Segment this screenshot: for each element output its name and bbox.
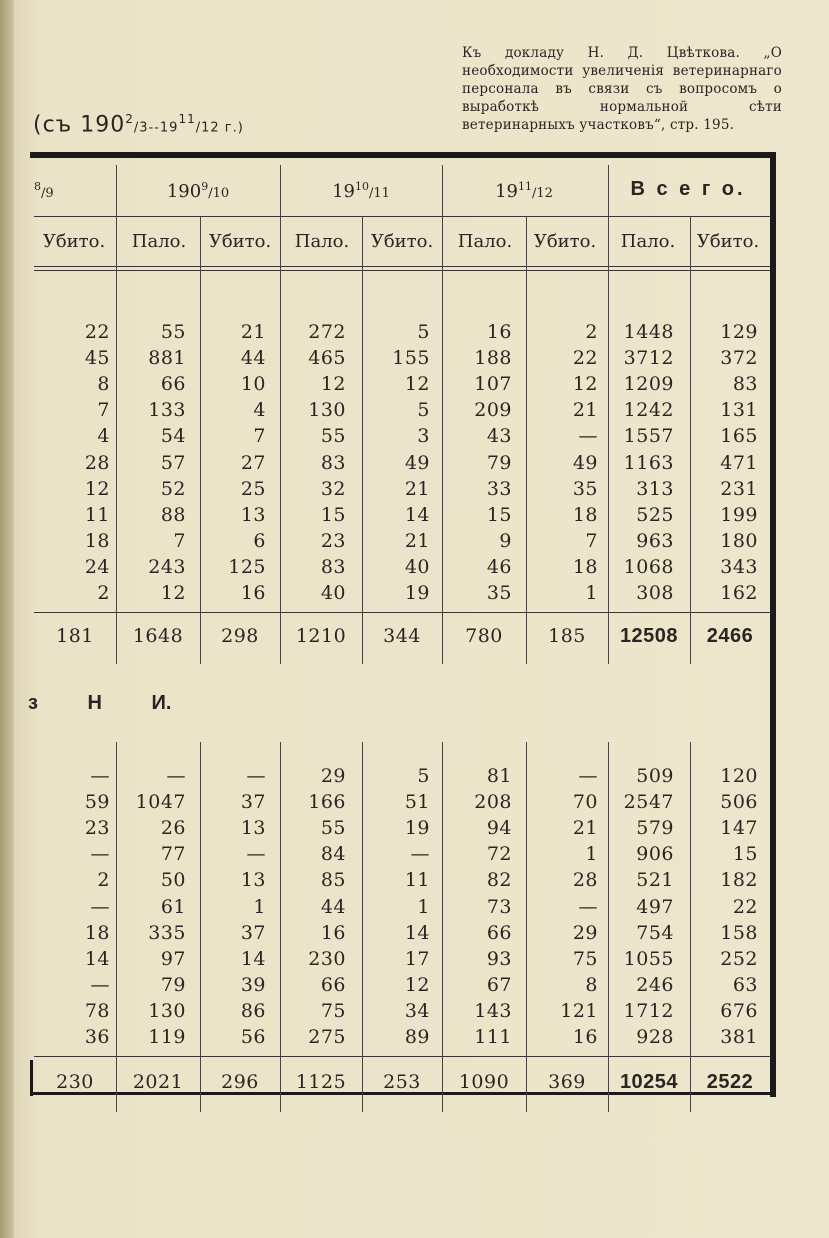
cell-ubito-1908: 18 [84, 529, 110, 552]
cell-ubito-1910: 12 [404, 973, 430, 996]
cell-palo-1909: 12 [160, 582, 186, 604]
cell-palo-total: 1209 [623, 373, 674, 396]
cell-ubito-1910: 49 [404, 451, 430, 474]
cell-palo-total: 928 [636, 1026, 674, 1048]
total-ubito-1910: 253 [383, 1071, 421, 1093]
cell-palo-1910: 15 [320, 503, 346, 526]
total-palo-1910: 1210 [295, 625, 347, 647]
total-palo-1911: 1090 [458, 1071, 510, 1093]
cell-ubito-1908: 18 [84, 921, 110, 944]
cell-palo-total: 754 [636, 921, 674, 944]
cell-palo-total: 509 [636, 765, 674, 787]
total-palo-total: 10254 [619, 1071, 679, 1093]
cell-ubito-1909: 44 [240, 347, 266, 370]
totals-rule-1 [34, 612, 770, 613]
cell-ubito-1908: 22 [84, 321, 110, 343]
total-ubito-1910: 344 [383, 625, 421, 647]
cell-ubito-1910: 34 [404, 999, 430, 1022]
total-ubito-total: 2522 [706, 1071, 754, 1093]
cell-ubito-1911: 18 [572, 503, 598, 526]
cell-palo-1910: 83 [320, 451, 346, 474]
cell-ubito-1910: — [410, 843, 430, 866]
cell-ubito-total: 147 [720, 817, 758, 840]
cell-ubito-1908: 8 [97, 373, 110, 396]
cell-palo-total: 1712 [623, 999, 674, 1022]
cell-ubito-total: 180 [720, 529, 758, 552]
total-palo-total: 12508 [619, 625, 679, 647]
cell-ubito-1909: 7 [253, 425, 266, 448]
cell-ubito-1908: — [90, 765, 110, 787]
total-ubito-1908: 181 [56, 625, 94, 647]
cell-palo-total: 308 [636, 582, 674, 604]
cell-ubito-total: 343 [720, 555, 758, 578]
cell-palo-total: 2547 [623, 791, 674, 814]
cell-ubito-1910: 5 [417, 765, 430, 787]
cell-ubito-1909: 13 [240, 817, 266, 840]
cell-palo-1911: 81 [486, 765, 512, 787]
subheader-palo: Пало. [294, 231, 350, 252]
subheader-palo: Пало. [131, 231, 187, 252]
cell-ubito-1908: 24 [84, 555, 110, 578]
cell-ubito-1910: 5 [417, 399, 430, 422]
cell-ubito-1908: 28 [84, 451, 110, 474]
cell-palo-1909: 133 [148, 399, 186, 422]
cell-ubito-total: 158 [720, 921, 758, 944]
cell-palo-1911: 15 [486, 503, 512, 526]
cell-palo-1909: 54 [160, 425, 186, 448]
total-palo-1910: 1125 [295, 1071, 347, 1093]
cell-ubito-1910: 11 [404, 869, 430, 892]
total-ubito-1909: 296 [221, 1071, 259, 1093]
cell-palo-1911: 72 [486, 843, 512, 866]
cell-palo-1909: 66 [160, 373, 186, 396]
cell-palo-1909: 77 [160, 843, 186, 866]
cell-palo-1909: 61 [160, 895, 186, 918]
subheader-ubito: Убито. [208, 231, 272, 252]
cell-ubito-1910: 3 [417, 425, 430, 448]
cell-ubito-1909: 25 [240, 477, 266, 500]
cell-ubito-1910: 21 [404, 477, 430, 500]
cell-palo-1910: 275 [308, 1026, 346, 1048]
cell-ubito-1911: 16 [572, 1026, 598, 1048]
cell-ubito-total: 381 [720, 1026, 758, 1048]
cell-ubito-1910: 155 [392, 347, 430, 370]
total-palo-1909: 1648 [132, 625, 184, 647]
cell-palo-1910: 83 [320, 555, 346, 578]
cell-ubito-1908: — [90, 843, 110, 866]
table-left-rule [30, 1060, 33, 1096]
cell-ubito-1909: 10 [240, 373, 266, 396]
table-right-rule [770, 152, 776, 1097]
cell-palo-1909: 119 [148, 1026, 186, 1048]
year-header-1909: $190^9/10$ [166, 180, 230, 202]
cell-ubito-total: 131 [720, 399, 758, 422]
cell-ubito-total: 199 [720, 503, 758, 526]
cell-palo-1911: 209 [474, 399, 512, 422]
cell-ubito-1909: 37 [240, 921, 266, 944]
cell-palo-total: 497 [636, 895, 674, 918]
cell-ubito-total: 22 [732, 895, 758, 918]
cell-ubito-1910: 19 [404, 817, 430, 840]
cell-ubito-1908: 7 [97, 399, 110, 422]
cell-palo-total: 313 [636, 477, 674, 500]
cell-ubito-1909: 27 [240, 451, 266, 474]
cell-palo-1910: 272 [308, 321, 346, 343]
cell-ubito-1909: 16 [240, 582, 266, 604]
cell-ubito-1911: 29 [572, 921, 598, 944]
total-header: В с е г о. [630, 178, 746, 200]
cell-ubito-1910: 17 [404, 947, 430, 970]
cell-ubito-1909: 37 [240, 791, 266, 814]
cell-ubito-1910: 14 [404, 921, 430, 944]
cell-ubito-1911: 21 [572, 399, 598, 422]
cell-ubito-1911: 49 [572, 451, 598, 474]
cell-ubito-1909: — [246, 765, 266, 787]
cell-ubito-total: 231 [720, 477, 758, 500]
cell-palo-1911: 79 [486, 451, 512, 474]
subheader-ubito: Убито. [696, 231, 760, 252]
cell-ubito-total: 506 [720, 791, 758, 814]
cell-palo-1910: 230 [308, 947, 346, 970]
cell-palo-1910: 85 [320, 869, 346, 892]
cell-ubito-1909: 1 [253, 895, 266, 918]
cell-ubito-1911: 8 [585, 973, 598, 996]
section-title: з Н И. [28, 692, 172, 714]
cell-palo-total: 1242 [623, 399, 674, 422]
cell-palo-1910: 166 [308, 791, 346, 814]
cell-ubito-1908: 45 [84, 347, 110, 370]
cell-ubito-total: 15 [732, 843, 758, 866]
year-header-1911: $19^{11}/12$ [495, 180, 553, 202]
period-heading: (съ $190^2/3--19^{11}/12$ г.) [33, 112, 244, 138]
cell-ubito-1910: 51 [404, 791, 430, 814]
cell-palo-1911: 94 [486, 817, 512, 840]
cell-palo-1911: 93 [486, 947, 512, 970]
cell-ubito-1909: 13 [240, 503, 266, 526]
cell-ubito-total: 471 [720, 451, 758, 474]
cell-palo-total: 1448 [623, 321, 674, 343]
totals-rule-2 [34, 1056, 770, 1057]
cell-palo-total: 1068 [623, 555, 674, 578]
cell-ubito-1908: 12 [84, 477, 110, 500]
cell-ubito-1909: 14 [240, 947, 266, 970]
cell-ubito-1911: — [578, 895, 598, 918]
cell-ubito-1908: 36 [84, 1026, 110, 1048]
cell-ubito-1910: 12 [404, 373, 430, 396]
cell-ubito-1911: 18 [572, 555, 598, 578]
cell-ubito-1911: 28 [572, 869, 598, 892]
cell-palo-1909: 1047 [135, 791, 186, 814]
cell-palo-1910: 75 [320, 999, 346, 1022]
total-ubito-1911: 369 [548, 1071, 586, 1093]
cell-palo-1909: 243 [148, 555, 186, 578]
subheader-palo: Пало. [620, 231, 676, 252]
cell-palo-1911: 43 [486, 425, 512, 448]
cell-palo-1909: 335 [148, 921, 186, 944]
cell-palo-1911: 73 [486, 895, 512, 918]
cell-palo-1909: 57 [160, 451, 186, 474]
cell-ubito-1908: 11 [84, 503, 110, 526]
cell-ubito-1911: 1 [585, 582, 598, 604]
cell-ubito-total: 162 [720, 582, 758, 604]
cell-ubito-total: 63 [732, 973, 758, 996]
cell-ubito-1910: 1 [417, 895, 430, 918]
cell-palo-1910: 23 [320, 529, 346, 552]
cell-ubito-1911: 22 [572, 347, 598, 370]
cell-ubito-1910: 40 [404, 555, 430, 578]
cell-palo-1911: 33 [486, 477, 512, 500]
cell-ubito-1911: 35 [572, 477, 598, 500]
cell-palo-1910: 29 [320, 765, 346, 787]
header-divider [34, 216, 770, 217]
cell-palo-1909: 55 [160, 321, 186, 343]
cell-palo-1910: 16 [320, 921, 346, 944]
cell-palo-1910: 12 [320, 373, 346, 396]
total-ubito-1909: 298 [221, 625, 259, 647]
year-header-1910: $19^{10}/11$ [332, 180, 390, 202]
cell-ubito-1908: — [90, 973, 110, 996]
cell-ubito-1908: 4 [97, 425, 110, 448]
cell-ubito-1909: 4 [253, 399, 266, 422]
total-ubito-1911: 185 [548, 625, 586, 647]
cell-ubito-1909: 21 [240, 321, 266, 343]
cell-palo-1911: 82 [486, 869, 512, 892]
cell-palo-1909: — [166, 765, 186, 787]
cell-palo-1911: 111 [474, 1026, 512, 1048]
cell-palo-1910: 465 [308, 347, 346, 370]
cell-palo-1911: 188 [474, 347, 512, 370]
cell-palo-1909: 97 [160, 947, 186, 970]
cell-ubito-1908: 23 [84, 817, 110, 840]
cell-palo-1911: 67 [486, 973, 512, 996]
cell-palo-total: 906 [636, 843, 674, 866]
cell-ubito-1908: 78 [84, 999, 110, 1022]
cell-ubito-1909: 125 [228, 555, 266, 578]
cell-ubito-1908: 59 [84, 791, 110, 814]
cell-ubito-1908: 2 [97, 869, 110, 892]
subheader-palo: Пало. [457, 231, 513, 252]
cell-ubito-1910: 19 [404, 582, 430, 604]
cell-palo-1909: 26 [160, 817, 186, 840]
year-header-1908: $^8$/9 [34, 180, 54, 201]
cell-ubito-1911: — [578, 765, 598, 787]
cell-ubito-total: 129 [720, 321, 758, 343]
cell-palo-1910: 66 [320, 973, 346, 996]
cell-palo-1910: 32 [320, 477, 346, 500]
cell-palo-1910: 40 [320, 582, 346, 604]
cell-palo-1911: 35 [486, 582, 512, 604]
cell-ubito-1911: 2 [585, 321, 598, 343]
cell-palo-total: 3712 [623, 347, 674, 370]
cell-palo-1910: 84 [320, 843, 346, 866]
cell-ubito-total: 120 [720, 765, 758, 787]
cell-palo-1910: 44 [320, 895, 346, 918]
cell-palo-1911: 16 [486, 321, 512, 343]
cell-ubito-1910: 5 [417, 321, 430, 343]
cell-ubito-1911: 7 [585, 529, 598, 552]
cell-ubito-1911: 75 [572, 947, 598, 970]
cell-ubito-total: 165 [720, 425, 758, 448]
cell-palo-total: 579 [636, 817, 674, 840]
cell-ubito-total: 83 [732, 373, 758, 396]
cell-palo-1910: 55 [320, 425, 346, 448]
cell-palo-total: 963 [636, 529, 674, 552]
cell-ubito-1910: 89 [404, 1026, 430, 1048]
total-ubito-1908: 230 [56, 1071, 94, 1093]
cell-ubito-1908: — [90, 895, 110, 918]
cell-palo-1909: 130 [148, 999, 186, 1022]
subheader-ubito: Убито. [42, 231, 106, 252]
subheader-ubito: Убито. [533, 231, 597, 252]
cell-palo-1911: 143 [474, 999, 512, 1022]
cell-ubito-total: 676 [720, 999, 758, 1022]
cell-palo-1909: 88 [160, 503, 186, 526]
cell-ubito-1911: — [578, 425, 598, 448]
cell-ubito-1909: 86 [240, 999, 266, 1022]
page-edge [0, 0, 14, 1238]
cell-palo-total: 246 [636, 973, 674, 996]
reference-note: Къ докладу Н. Д. Цвѣткова. „О необходимости увеличенія ветеринарнаго персонала въ связи съ вопросомъ о выработкѣ нормальной сѣти ветеринарныхъ участковъ“, стр. 195. [462, 45, 782, 133]
cell-ubito-1910: 14 [404, 503, 430, 526]
cell-ubito-1909: — [246, 843, 266, 866]
subheader-ubito: Убито. [370, 231, 434, 252]
cell-palo-1909: 50 [160, 869, 186, 892]
cell-ubito-total: 182 [720, 869, 758, 892]
cell-ubito-1908: 2 [97, 582, 110, 604]
total-ubito-total: 2466 [706, 625, 754, 647]
cell-ubito-1909: 13 [240, 869, 266, 892]
cell-ubito-1909: 6 [253, 529, 266, 552]
cell-palo-1911: 46 [486, 555, 512, 578]
cell-palo-1910: 55 [320, 817, 346, 840]
cell-ubito-1911: 12 [572, 373, 598, 396]
cell-ubito-1909: 39 [240, 973, 266, 996]
cell-ubito-1911: 21 [572, 817, 598, 840]
cell-palo-1909: 79 [160, 973, 186, 996]
cell-palo-1911: 66 [486, 921, 512, 944]
cell-palo-total: 1557 [623, 425, 674, 448]
header-bottom-rule-2 [34, 270, 770, 271]
cell-palo-1911: 208 [474, 791, 512, 814]
table-top-rule [30, 152, 776, 158]
cell-ubito-total: 252 [720, 947, 758, 970]
cell-palo-total: 1163 [623, 451, 674, 474]
cell-palo-1911: 9 [499, 529, 512, 552]
cell-palo-total: 525 [636, 503, 674, 526]
cell-ubito-total: 372 [720, 347, 758, 370]
total-palo-1911: 780 [465, 625, 503, 647]
cell-palo-1910: 130 [308, 399, 346, 422]
cell-palo-1909: 7 [173, 529, 186, 552]
cell-ubito-1909: 56 [240, 1026, 266, 1048]
cell-ubito-1911: 70 [572, 791, 598, 814]
cell-ubito-1911: 1 [585, 843, 598, 866]
cell-ubito-1911: 121 [560, 999, 598, 1022]
cell-palo-total: 521 [636, 869, 674, 892]
cell-palo-1909: 881 [148, 347, 186, 370]
cell-palo-1909: 52 [160, 477, 186, 500]
cell-ubito-1908: 14 [84, 947, 110, 970]
cell-palo-1911: 107 [474, 373, 512, 396]
cell-palo-total: 1055 [623, 947, 674, 970]
header-bottom-rule [34, 266, 770, 267]
total-palo-1909: 2021 [132, 1071, 184, 1093]
cell-ubito-1910: 21 [404, 529, 430, 552]
